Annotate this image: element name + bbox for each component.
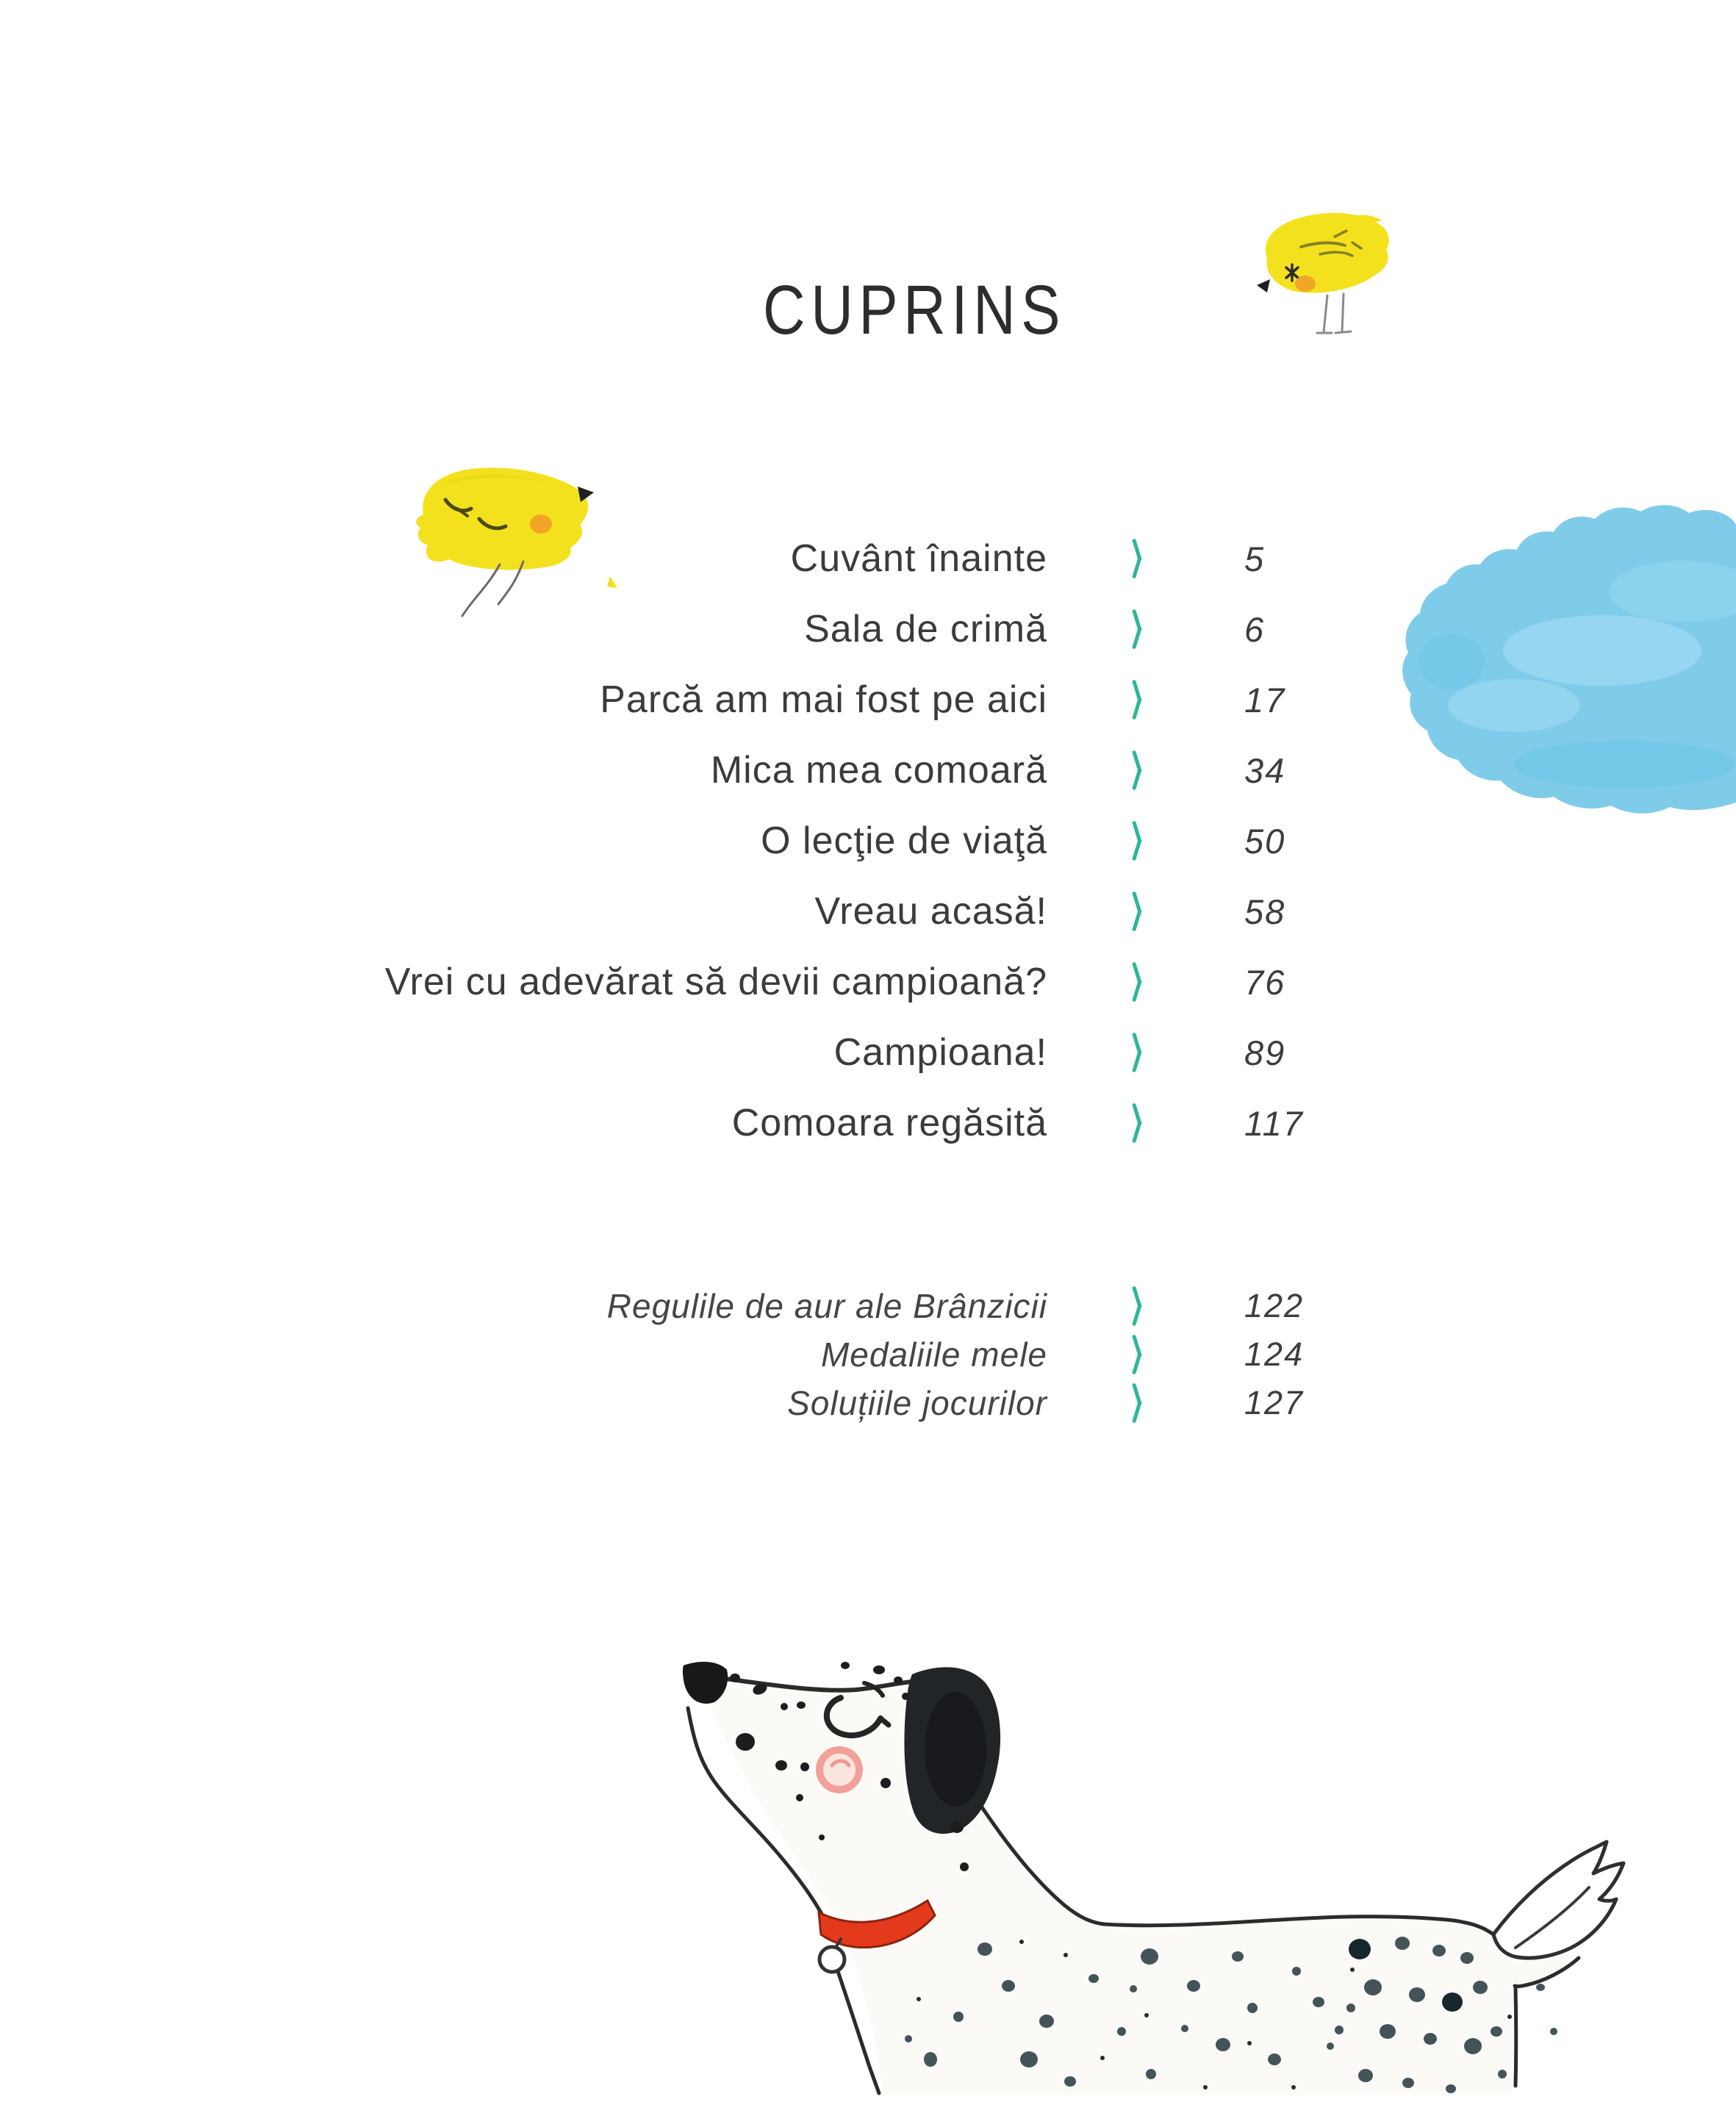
chapter-title: Soluțiile jocurilor — [787, 1384, 1047, 1422]
toc-row — [0, 735, 1736, 806]
chapter-title: Parcă am mai fost pe aici — [600, 678, 1047, 721]
chapter-title: Mica mea comoară — [710, 749, 1047, 792]
toc-row — [0, 947, 1736, 1017]
chapter-title: Vreau acasă! — [814, 890, 1047, 933]
toc-row — [0, 876, 1736, 947]
toc-row — [0, 806, 1736, 876]
angle-chevron-right-icon — [1133, 1382, 1150, 1424]
angle-chevron-right-icon — [1133, 749, 1150, 792]
chapter-page-number: 5 — [1244, 539, 1266, 578]
dalmatian-dog-illustration — [683, 1662, 1624, 2095]
chapter-page-number: 58 — [1244, 892, 1286, 931]
angle-chevron-right-icon — [1133, 1031, 1150, 1074]
toc-row — [0, 1088, 1736, 1158]
chapter-title: O lecţie de viaţă — [761, 819, 1047, 862]
angle-chevron-right-icon — [1133, 890, 1150, 933]
angle-chevron-right-icon — [1133, 537, 1150, 580]
angle-chevron-right-icon — [1133, 961, 1150, 1003]
angle-chevron-right-icon — [1133, 1333, 1150, 1376]
chapter-title: Medaliile mele — [820, 1335, 1047, 1374]
angle-chevron-right-icon — [1133, 608, 1150, 650]
toc-row — [0, 1330, 1736, 1379]
chapter-page-number: 6 — [1244, 609, 1266, 649]
angle-chevron-right-icon — [1133, 1285, 1150, 1327]
toc-row — [0, 1282, 1736, 1330]
chapter-page-number: 127 — [1244, 1384, 1305, 1421]
toc-row — [0, 664, 1736, 735]
chapter-page-number: 124 — [1244, 1335, 1305, 1373]
chapter-page-number: 76 — [1244, 962, 1286, 1002]
chapter-page-number: 34 — [1244, 750, 1286, 790]
chapter-page-number: 89 — [1244, 1033, 1286, 1072]
chapter-title: Campioana! — [833, 1031, 1047, 1074]
toc-row — [0, 594, 1736, 664]
angle-chevron-right-icon — [1133, 1102, 1150, 1144]
page-title: CUPRINS — [763, 271, 1066, 349]
toc-row — [0, 523, 1736, 594]
chapter-page-number: 122 — [1244, 1287, 1305, 1324]
toc-row — [0, 1379, 1736, 1427]
chapter-page-number: 117 — [1244, 1103, 1304, 1143]
chapter-page-number: 50 — [1244, 821, 1286, 861]
angle-chevron-right-icon — [1133, 678, 1150, 721]
toc-row — [0, 1017, 1736, 1088]
chapter-title: Regulile de aur ale Brânzicii — [606, 1287, 1047, 1325]
chapter-title: Comoara regăsită — [731, 1102, 1047, 1144]
chapter-title: Cuvânt înainte — [790, 537, 1047, 580]
yellow-bird-right-illustration — [1257, 213, 1389, 333]
chapter-title: Sala de crimă — [804, 608, 1047, 650]
chapter-page-number: 17 — [1244, 680, 1286, 720]
angle-chevron-right-icon — [1133, 819, 1150, 862]
chapter-title: Vrei cu adevărat să devii campioană? — [384, 961, 1047, 1003]
